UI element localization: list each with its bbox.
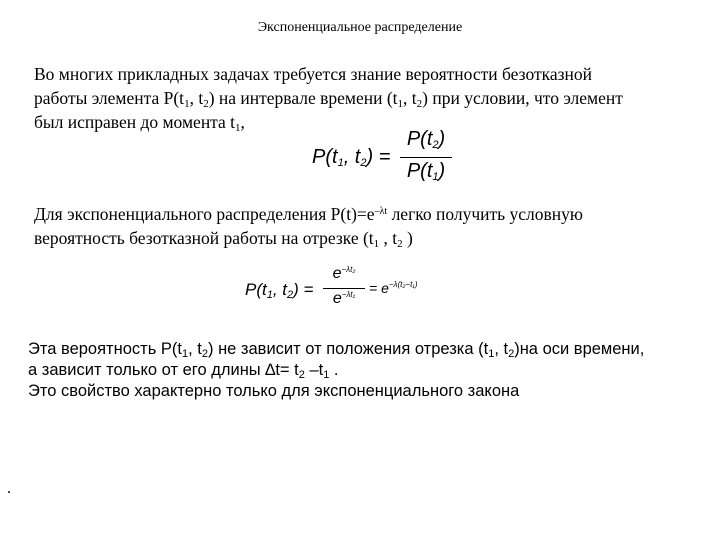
- intro-line-1: Во многих прикладных задачах требуется знание вероятности безотказной: [34, 64, 593, 84]
- formula-exponential-ratio: [245, 265, 455, 315]
- formula1-denominator: $P(t_1)$: [406, 160, 446, 183]
- formula2-numerator: $e^{-\lambda t_2}$: [332, 265, 356, 282]
- formula2-lhs: $P(t_1$, $t_2$) =: [245, 280, 314, 301]
- intro-line-3: был исправен до момента $t_1$,: [34, 112, 245, 134]
- conclusion-line-1: Эта вероятность $P(t_1$, $t_2$) не зависит от положения отрезка ($t_1$, $t_2)на$ оси времени,: [28, 340, 645, 360]
- exponential-line-2: вероятность безотказной работы на отрезке ($t_1$ , $t_2$ ): [34, 228, 413, 250]
- formula2-fraction-bar: [323, 288, 365, 289]
- stray-dot: .: [7, 480, 11, 497]
- formula1-fraction-bar: [400, 157, 452, 158]
- paragraph-conclusion: [28, 339, 718, 402]
- conclusion-line-2: а зависит только от его длины $\Delta t= t_2$ $-t_1$ .: [28, 361, 339, 381]
- exponential-line-1: Для экспоненциального распределения $P(t)=e^{-\lambda t}$ легко получить условную: [34, 204, 583, 224]
- conclusion-line-3: Это свойство характерно только для экспоненциального закона: [28, 382, 520, 400]
- paragraph-intro: [34, 62, 714, 134]
- formula2-rhs: = $e^{-\lambda(t_2-t_1)}$: [369, 280, 418, 296]
- formula1-lhs: $P(t_1$, $t_2$) =: [312, 146, 391, 169]
- formula1-numerator: $P(t_2)$: [406, 128, 446, 151]
- formula2-denominator: $e^{-\lambda t_1}$: [332, 290, 356, 307]
- intro-line-2: работы элемента $P(t_1$, $t_2$) на интервале времени ($t_1$, $t_2$) при условии, что элемент: [34, 88, 623, 110]
- slide-title: Экспоненциальное распределение: [257, 20, 463, 35]
- formula-conditional-probability: [312, 128, 462, 188]
- paragraph-exponential: [34, 202, 714, 250]
